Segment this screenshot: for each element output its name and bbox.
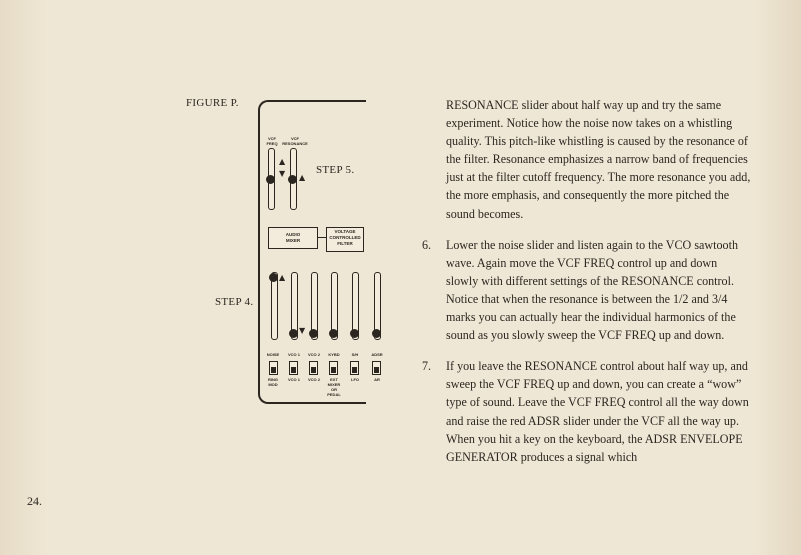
arrow-down-icon: ▼ — [279, 169, 286, 178]
sh-slider[interactable] — [352, 272, 359, 340]
vco1-switch[interactable] — [289, 361, 298, 375]
item-text: If you leave the RESONANCE control about half way up, and sweep the VCF FREQ up and down, you can create a “wow” type of sound. Leave the VCF FREQ control all the way down and raise the red ADSR slider under the VCF all the way up. When you hit a key on the keyboard, the ADSR ENVELOPE GENERATOR produces a signal which — [446, 359, 749, 464]
slider-knob[interactable] — [269, 273, 278, 282]
slider-label-kybd: KYBD — [328, 352, 340, 357]
lfo-switch[interactable] — [350, 361, 359, 375]
kybd-slider[interactable] — [331, 272, 338, 340]
switch-label-ar: AR — [374, 377, 380, 382]
body-text — [422, 96, 751, 479]
slider-knob[interactable] — [309, 329, 318, 338]
vco1-slider[interactable] — [291, 272, 298, 340]
ext-mixer-switch[interactable] — [329, 361, 338, 375]
figure-label: FIGURE P. — [186, 97, 239, 109]
item-number: 7. — [422, 359, 432, 374]
arrow-down-icon: ▼ — [299, 326, 306, 335]
arrow-up-icon: ▲ — [279, 157, 286, 166]
list-item — [422, 357, 751, 466]
vcf-filter-box: VOLTAGE CONTROLLED FILTER — [326, 227, 364, 252]
vco2-switch[interactable] — [309, 361, 318, 375]
signal-line — [318, 237, 326, 238]
item-number: 6. — [422, 237, 432, 252]
ring-mod-switch[interactable] — [269, 361, 278, 375]
page-number: 24. — [27, 494, 42, 508]
switch-label-lfo: LFO — [351, 377, 359, 382]
intro-paragraph: RESONANCE slider about half way up and try the same experiment. Notice how the noise now takes on a whistling quality. This pitch-like whistling is caused by the resonance of the filter. Resonance emphasizes a narrow band of frequencies just at the filter cutoff frequency. The more resonance you add, the more emphasis, and consequently the more pitched the sound becomes. — [446, 98, 751, 221]
vco2-slider[interactable] — [311, 272, 318, 340]
slider-knob[interactable] — [350, 329, 359, 338]
slider-knob[interactable] — [288, 175, 297, 184]
slider-knob[interactable] — [289, 329, 298, 338]
slider-label-sh: S/H — [351, 352, 359, 357]
slider-label-vco2: VCO 2 — [307, 352, 320, 357]
slider-label-noise: NOISE — [266, 352, 280, 357]
item-text: Lower the noise slider and listen again to the VCO sawtooth wave. Again move the VCF FREQ control up and down slowly with different settings of the RESONANCE control. Notice that when the resonance is between the 1/2 and 3/4 marks you can actually hear the individual harmonics of the sound as you slowly sweep the VCF FREQ up and down. — [446, 237, 738, 343]
switch-label-vco2: VCO 2 — [307, 377, 320, 382]
audio-mixer-box: AUDIO MIXER — [268, 227, 318, 249]
switch-label-vco1: VCO 1 — [287, 377, 300, 382]
arrow-up-icon: ▲ — [299, 173, 306, 182]
arrow-up-icon: ▲ — [279, 273, 286, 282]
slider-label-adsr: ADSR — [371, 352, 383, 357]
slider-knob[interactable] — [372, 329, 381, 338]
slider-knob[interactable] — [329, 329, 338, 338]
slider-label-vco1: VCO 1 — [287, 352, 300, 357]
switch-label-ext-mixer: EXT MIXER OR PEDAL — [327, 377, 341, 397]
ar-switch[interactable] — [372, 361, 381, 375]
noise-slider[interactable] — [271, 272, 278, 340]
vcf-resonance-label: VCF RESONANCE — [282, 136, 308, 146]
slider-knob[interactable] — [266, 175, 275, 184]
vcf-resonance-slider[interactable] — [290, 148, 297, 210]
adsr-slider[interactable] — [374, 272, 381, 340]
vcf-freq-label: VCF FREQ — [266, 136, 278, 146]
step4-label: STEP 4. — [215, 296, 254, 308]
list-item — [422, 236, 751, 345]
step5-label: STEP 5. — [316, 164, 355, 176]
vcf-freq-slider[interactable] — [268, 148, 275, 210]
switch-label-ring-mod: RING MOD — [268, 377, 278, 387]
